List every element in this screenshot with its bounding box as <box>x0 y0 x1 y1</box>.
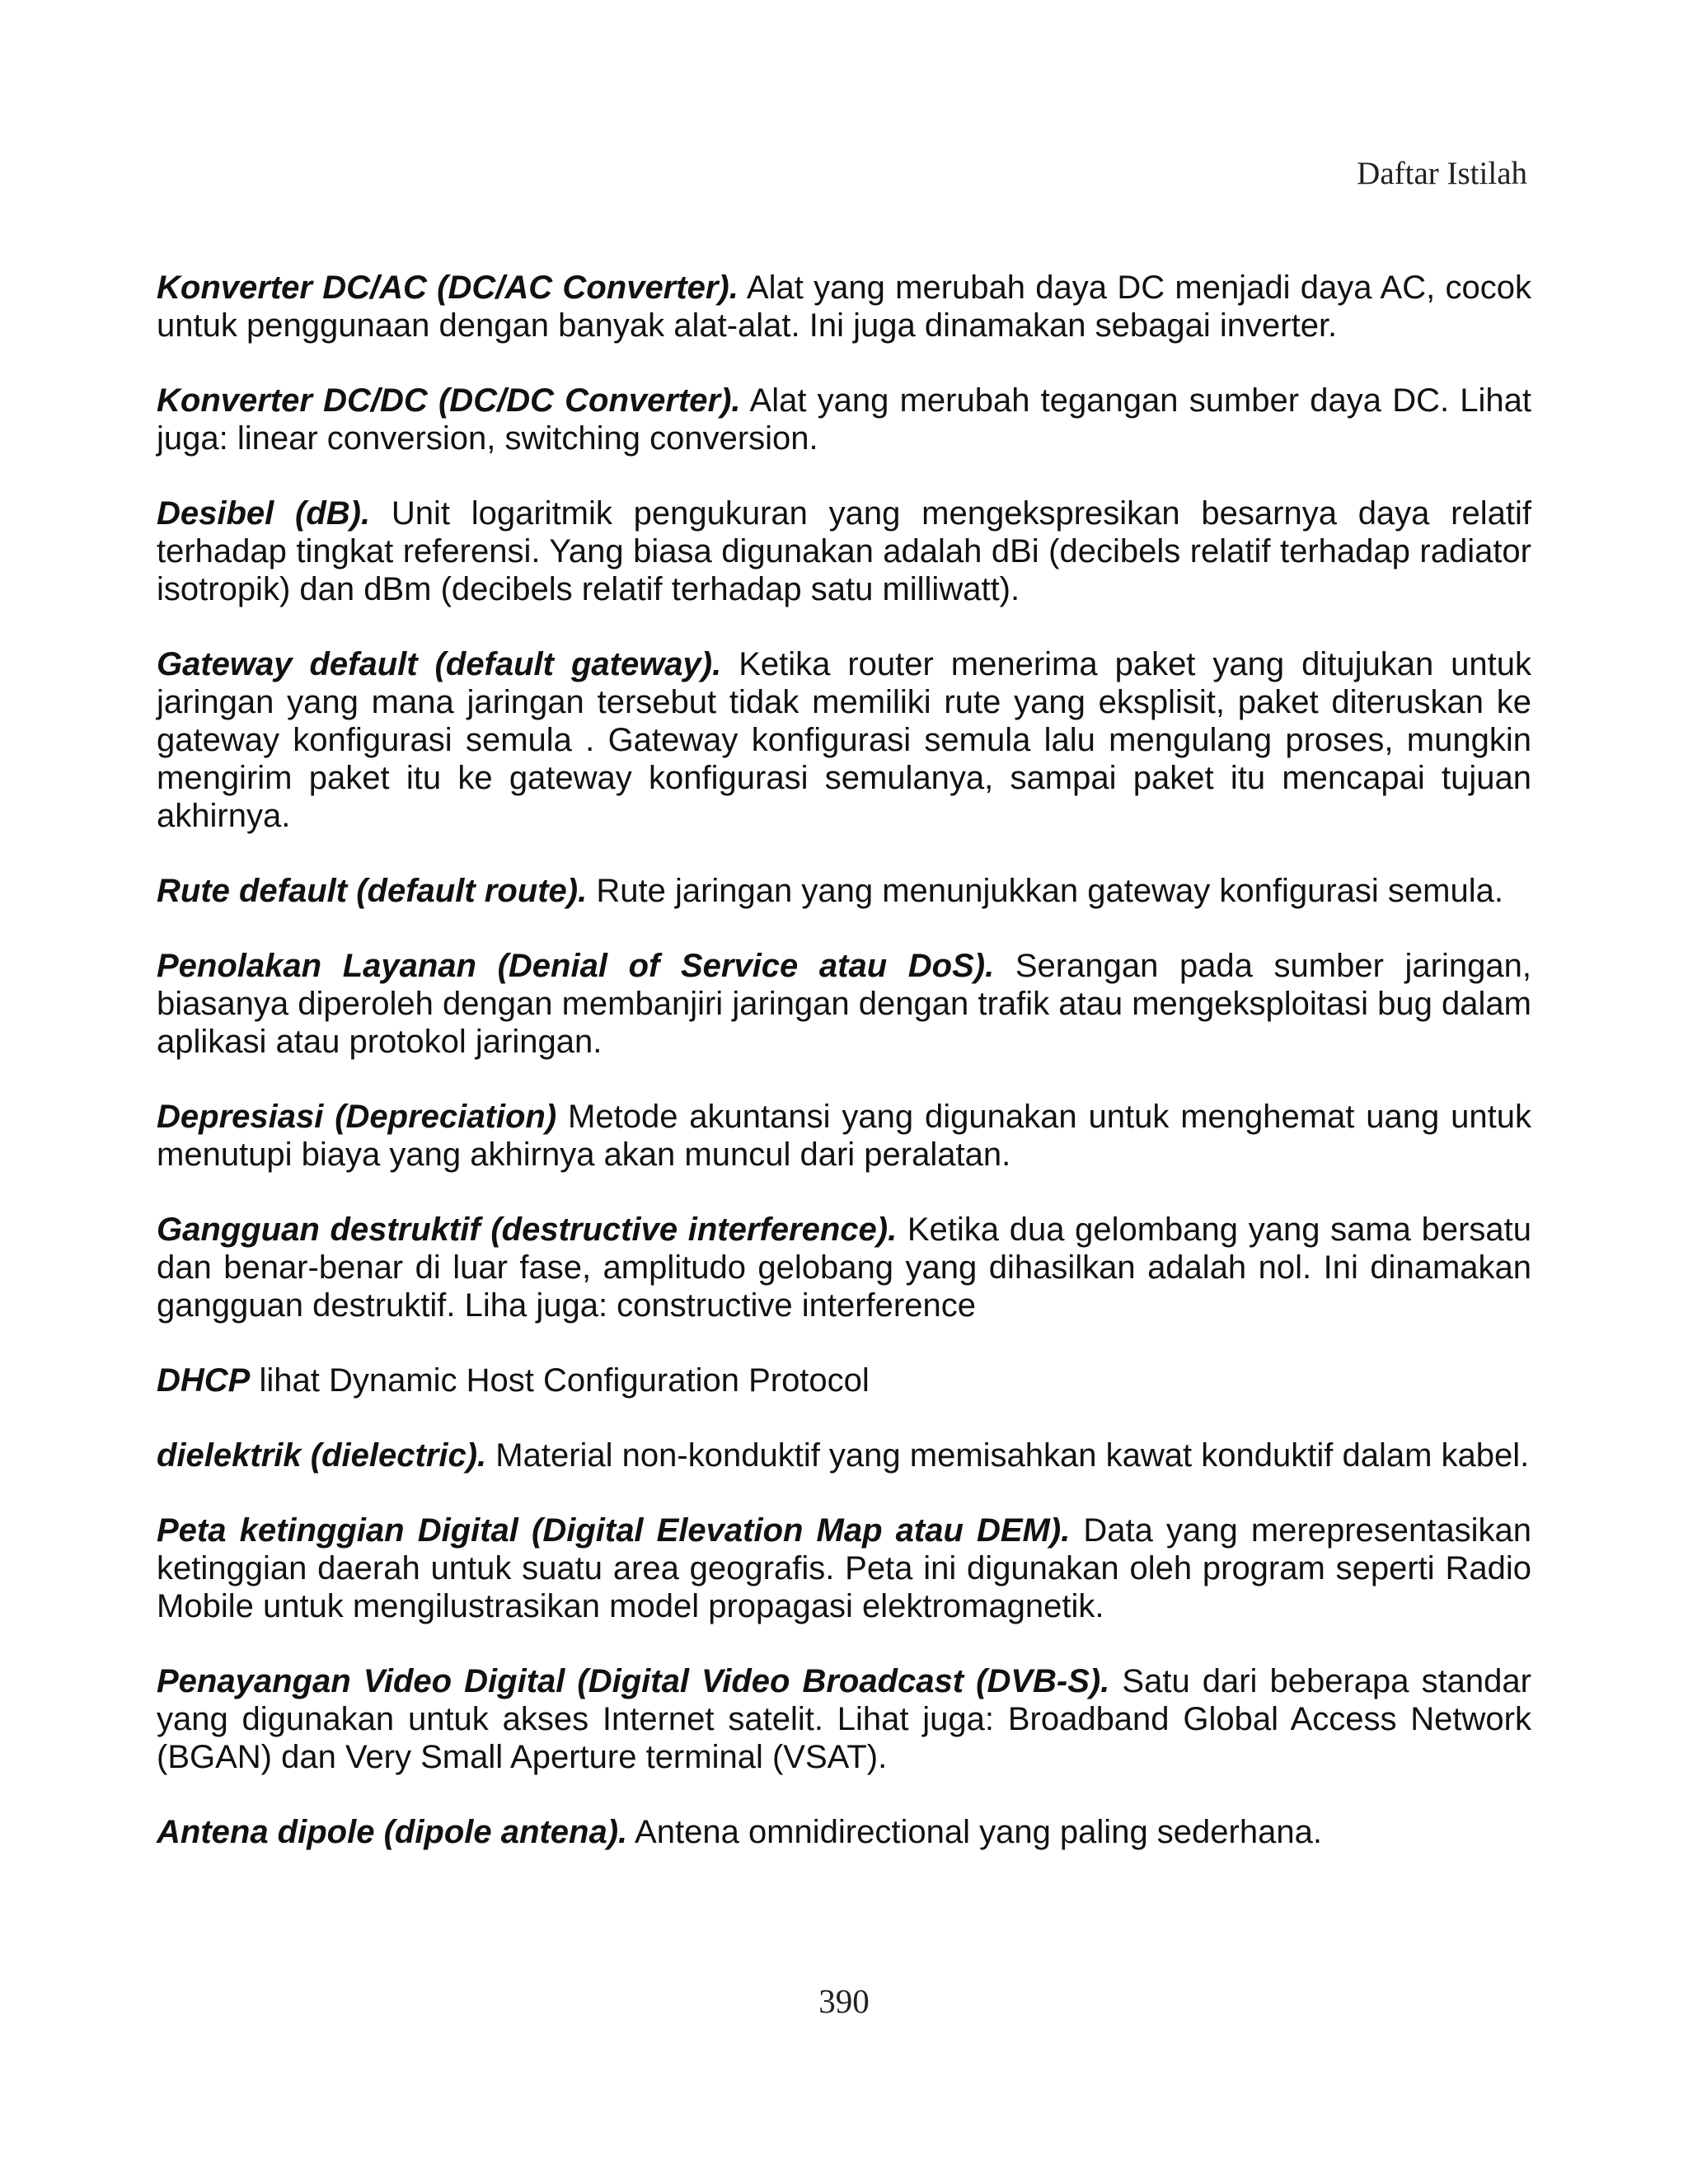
glossary-entry <box>157 269 1531 344</box>
glossary-term: Konverter DC/AC (DC/AC Converter). <box>157 269 738 306</box>
glossary-entry <box>157 645 1531 835</box>
glossary-definition: Alat yang merubah tegangan sumber daya DC. Lihat juga: linear conversion, switching conversion. <box>157 382 1532 457</box>
running-header: Daftar Istilah <box>1357 156 1527 191</box>
glossary-term: Penayangan Video Digital (Digital Video Broadcast (DVB-S). <box>157 1663 1110 1699</box>
glossary-list <box>157 269 1531 1888</box>
glossary-entry <box>157 1361 1531 1399</box>
glossary-definition: Ketika router menerima paket yang ditujukan untuk jaringan yang mana jaringan tersebut tidak memiliki rute yang eksplisit, paket diteruskan ke gateway konfigurasi semula . Gateway konfigurasi semula lalu mengulang proses, mungkin mengirim paket itu ke gateway konfigurasi semulanya, sampai paket itu mencapai tujuan akhirnya. <box>157 646 1531 834</box>
page-number: 390 <box>818 1982 870 2020</box>
glossary-term: Konverter DC/DC (DC/DC Converter). <box>157 382 741 419</box>
glossary-entry <box>157 1098 1531 1174</box>
glossary-entry <box>157 947 1531 1061</box>
glossary-definition: Material non-konduktif yang memisahkan kawat konduktif dalam kabel. <box>495 1437 1530 1474</box>
glossary-entry <box>157 1511 1531 1625</box>
glossary-term: Depresiasi (Depreciation) <box>157 1099 557 1135</box>
glossary-term: Antena dipole (dipole antena). <box>157 1814 628 1850</box>
glossary-definition: lihat Dynamic Host Configuration Protocol <box>259 1362 870 1399</box>
glossary-entry <box>157 1211 1531 1324</box>
glossary-term: Peta ketinggian Digital (Digital Elevation Map atau DEM). <box>157 1512 1071 1549</box>
glossary-definition: Serangan pada sumber jaringan, biasanya diperoleh dengan membanjiri jaringan dengan trafik atau mengeksploitasi bug dalam aplikasi atau protokol jaringan. <box>157 948 1531 1060</box>
glossary-definition: Metode akuntansi yang digunakan untuk menghemat uang untuk menutupi biaya yang akhirnya akan muncul dari peralatan. <box>157 1099 1531 1173</box>
glossary-entry <box>157 382 1531 457</box>
glossary-term: Gateway default (default gateway). <box>157 646 722 682</box>
glossary-entry <box>157 872 1531 910</box>
glossary-term: Penolakan Layanan (Denial of Service atau DoS). <box>157 948 995 984</box>
glossary-entry <box>157 1662 1531 1776</box>
glossary-entry <box>157 1436 1531 1474</box>
glossary-term: Rute default (default route). <box>157 873 588 909</box>
glossary-term: Desibel (dB). <box>157 495 371 532</box>
glossary-term: DHCP <box>157 1362 251 1399</box>
glossary-definition: Data yang merepresentasikan ketinggian daerah untuk suatu area geografis. Peta ini digunakan oleh program seperti Radio Mobile untuk mengilustrasikan model propagasi elektromagnetik. <box>157 1512 1531 1624</box>
glossary-definition: Satu dari beberapa standar yang digunakan untuk akses Internet satelit. Lihat juga: Broadband Global Access Network (BGAN) dan Very Small Aperture terminal (VSAT). <box>157 1663 1531 1775</box>
glossary-definition: Ketika dua gelombang yang sama bersatu dan benar-benar di luar fase, amplitudo gelobang yang dihasilkan adalah nol. Ini dinamakan gangguan destruktif. Liha juga: constructive interference <box>157 1212 1532 1324</box>
glossary-definition: Rute jaringan yang menunjukkan gateway konfigurasi semula. <box>596 873 1503 909</box>
glossary-definition: Unit logaritmik pengukuran yang mengekspresikan besarnya daya relatif terhadap tingkat referensi. Yang biasa digunakan adalah dBi (decibels relatif terhadap radiator isotropik) dan dBm (decibels relatif terhadap satu milliwatt). <box>157 495 1531 607</box>
glossary-definition: Antena omnidirectional yang paling sederhana. <box>635 1814 1322 1850</box>
glossary-entry <box>157 1813 1531 1851</box>
glossary-entry <box>157 494 1531 608</box>
glossary-term: dielektrik (dielectric). <box>157 1437 487 1474</box>
glossary-term: Gangguan destruktif (destructive interference). <box>157 1212 898 1248</box>
glossary-definition: Alat yang merubah daya DC menjadi daya AC, cocok untuk penggunaan dengan banyak alat-alat. Ini juga dinamakan sebagai inverter. <box>157 269 1532 344</box>
